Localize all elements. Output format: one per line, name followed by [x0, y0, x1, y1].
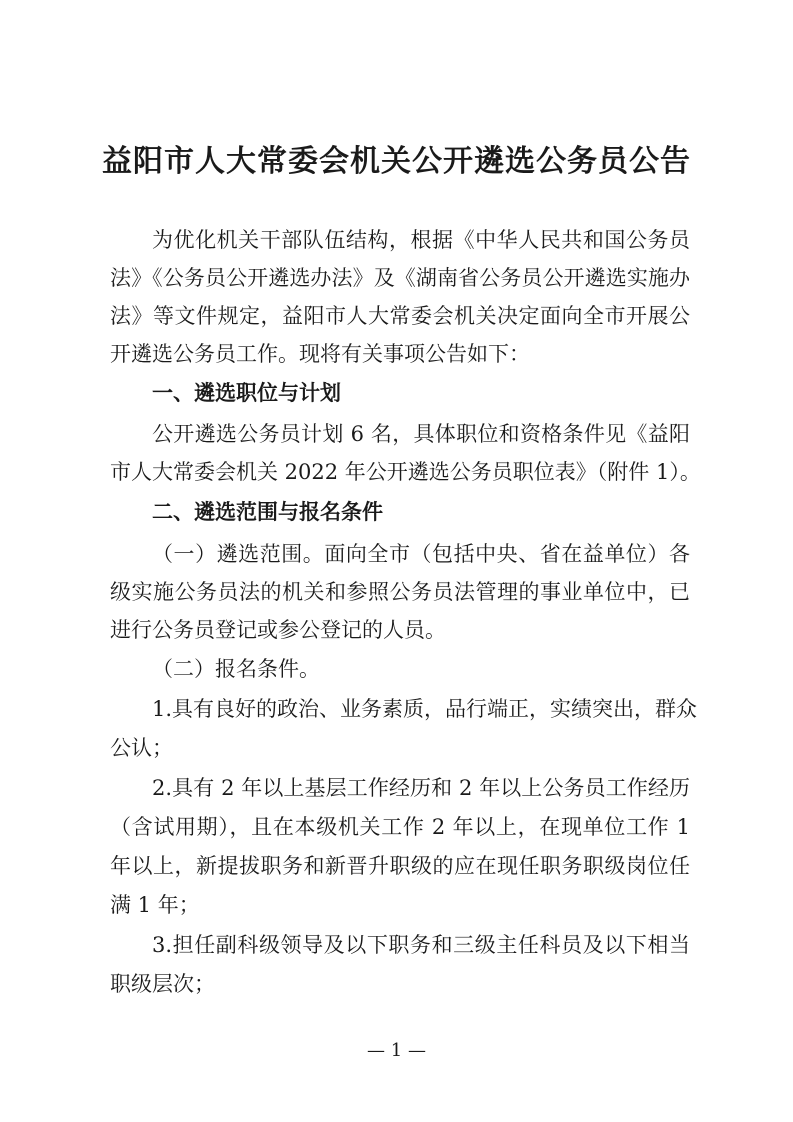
para1-line-1: 为优化机关干部队伍结构，根据《中华人民共和国公务员 — [152, 228, 690, 252]
para1-line-4: 开遴选公务员工作。现将有关事项公告如下： — [110, 342, 530, 366]
item2-line-2: （含试用期），且在本级机关工作 2 年以上，在现单位工作 1 — [110, 815, 690, 839]
para1-line-3: 法》等文件规定，益阳市人大常委会机关决定面向全市开展公 — [110, 304, 690, 328]
para2-line-1: 公开遴选公务员计划 6 名，具体职位和资格条件见《益阳 — [152, 422, 690, 446]
para3-line-2: 级实施公务员法的机关和参照公务员法管理的事业单位中，已 — [110, 580, 690, 604]
item1-line-2: 公认； — [110, 736, 173, 760]
para1-line-2: 法》《公务员公开遴选办法》及《湖南省公务员公开遴选实施办 — [110, 266, 690, 290]
item2-line-3: 年以上，新提拔职务和新晋升职级的应在现任职务职级岗位任 — [110, 854, 690, 878]
page-number: — 1 — — [367, 1040, 426, 1061]
item3-line-1: 3.担任副科级领导及以下职务和三级主任科员及以下相当 — [152, 933, 690, 957]
item1-line-1: 1.具有良好的政治、业务素质，品行端正，实绩突出，群众 — [152, 697, 698, 721]
item2-line-1: 2.具有 2 年以上基层工作经历和 2 年以上公务员工作经历 — [152, 776, 690, 800]
section-heading-2: 二、遴选范围与报名条件 — [152, 500, 383, 524]
section-heading-1: 一、遴选职位与计划 — [152, 381, 341, 405]
item3-line-2: 职级层次； — [110, 972, 215, 996]
document-title: 益阳市人大常委会机关公开遴选公务员公告 — [102, 144, 691, 179]
item2-line-4: 满 1 年； — [110, 893, 200, 917]
para4-line-1: （二）报名条件。 — [152, 657, 320, 681]
para3-line-3: 进行公务员登记或参公登记的人员。 — [110, 618, 446, 642]
para3-line-1: （一）遴选范围。面向全市（包括中央、省在益单位）各 — [152, 542, 690, 566]
para2-line-2: 市人大常委会机关 2022 年公开遴选公务员职位表》（附件 1）。 — [110, 460, 701, 484]
